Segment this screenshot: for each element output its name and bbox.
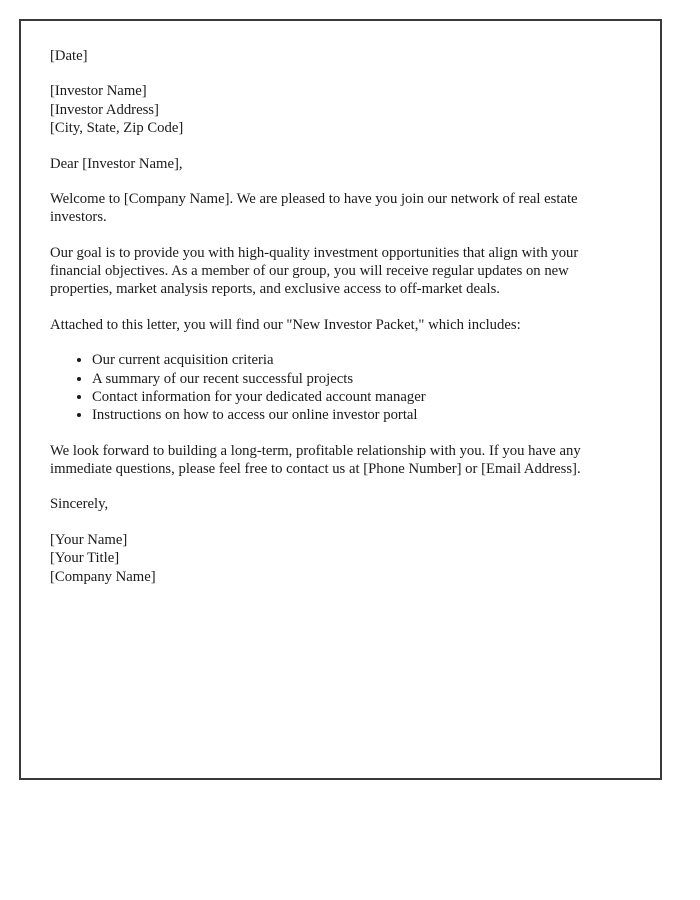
list-item-account-manager: • Contact information for your dedicated account manager [92,388,631,406]
paragraph-welcome: Welcome to [Company Name]. We are pleased to have you join our network of real estate investors. [50,190,582,226]
recipient-name: [Investor Name] [50,83,147,100]
recipient-city-state-zip: [City, State, Zip Code] [50,120,184,137]
list-item-recent-projects: • A summary of our recent successful projects [92,370,631,388]
list-item-acquisition-criteria: • Our current acquisition criteria [92,351,631,369]
letter-page [19,19,662,780]
date-placeholder: [Date] [50,48,88,64]
recipient-address: [Investor Address] [50,101,159,118]
signoff: Sincerely, [50,496,109,513]
list-item-investor-portal: • Instructions on how to access our online investor portal [92,406,631,424]
paragraph-attachment: Attached to this letter, you will find our "New Investor Packet," which includes: [50,316,521,333]
signature-name: [Your Name] [50,531,128,548]
paragraph-goal: Our goal is to provide you with high-quality investment opportunities that align with your financial objectives. As a member of our group, you will receive regular updates on new properties, market analysis reports, and exclusive access to off-market deals. [50,244,582,298]
salutation: Dear [Investor Name], [50,155,183,172]
signature-title: [Your Title] [50,550,120,567]
signature-company: [Company Name] [50,568,156,585]
paragraph-closing: We look forward to building a long-term, profitable relationship with you. If you have any immediate questions, please feel free to contact us at [Phone Number] or [Email Address]. [50,442,585,477]
packet-contents-list [50,351,631,425]
recipient-block [50,82,631,137]
signature-block [50,531,631,586]
